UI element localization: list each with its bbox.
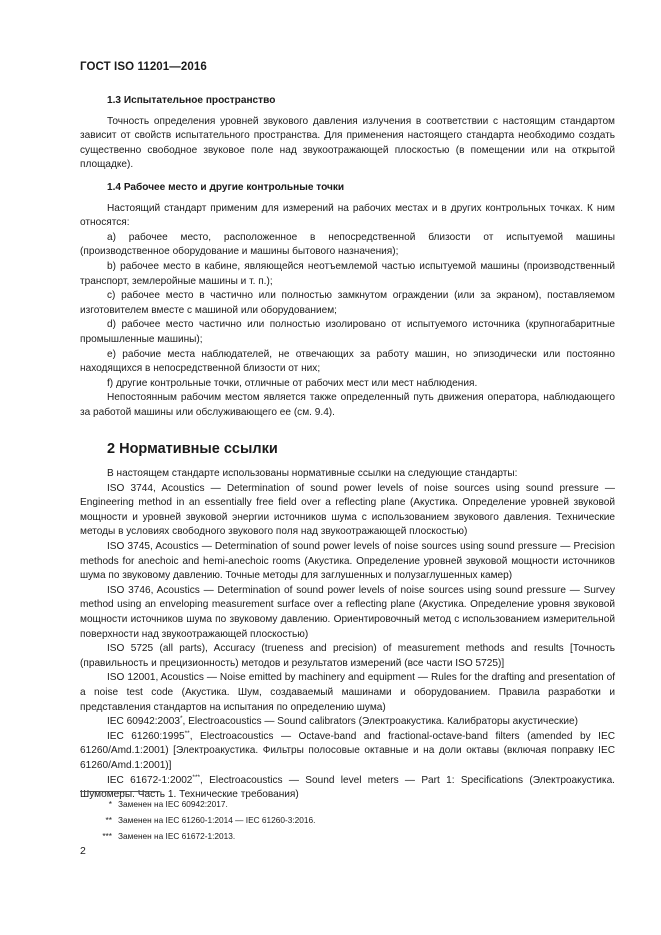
- list-item: c) рабочее место в частично или полностью замкнутом ограждении (или за экраном), поставляемом изготовителем вместе с машиной или оборудованием;: [80, 290, 615, 316]
- document-header: ГОСТ ISO 11201—2016: [80, 61, 207, 73]
- footnote: [80, 812, 615, 828]
- footnote-text: Заменен на IEC 61260-1:2014 — IEC 61260-3:2016.: [118, 815, 316, 825]
- footnote-mark: **: [105, 815, 112, 825]
- list-item: f) другие контрольные точки, отличные от рабочих мест или мест наблюдения.: [107, 377, 478, 389]
- section-2-intro: В настоящем стандарте использованы нормативные ссылки на следующие стандарты:: [107, 468, 518, 480]
- footnote-mark: ***: [102, 831, 112, 841]
- footnote: [80, 828, 615, 844]
- section-1-4-closing: Непостоянным рабочим местом является также определенный путь движения оператора, наблюдающего за работой машины или обслуживающего ее (см. 9.4).: [80, 392, 615, 418]
- footnote-marker: **: [184, 729, 190, 737]
- page-body: [80, 94, 615, 803]
- reference-code: IEC 60942:2003: [107, 716, 180, 728]
- reference-item: ISO 3744, Acoustics — Determination of sound power levels of noise sources using sound pressure — Engineering method in an essentially free field over a reflecting plane (Акустика. Определение уровней звуковой мощности и уровней звуковой энергии источников шума с использованием звукового давления. Технические методы в условиях свободного звукового поля над звукоотражающей плоскостью): [80, 482, 615, 538]
- footnote-divider: [80, 791, 160, 792]
- reference-item: ISO 5725 (all parts), Accuracy (trueness and precision) of measurement methods and results [Точность (правильность и прецизионность) методов и результатов измерений (все части ISO 5725)]: [80, 643, 615, 669]
- footnote-text: Заменен на IEC 60942:2017.: [118, 799, 228, 809]
- list-item: a) рабочее место, расположенное в непосредственной близости от испытуемой машины (производственное оборудование и машины бытового назначения);: [80, 231, 615, 258]
- list-item: b) рабочее место в кабине, являющейся неотъемлемой частью испытуемой машины (производственный транспорт, землеройные машины и т. п.);: [80, 260, 615, 287]
- footnote-marker: *: [179, 715, 183, 723]
- footnote-marker: ***: [192, 773, 201, 781]
- footnote: [80, 796, 615, 812]
- section-1-4-heading: 1.4 Рабочее место и другие контрольные точки: [107, 181, 345, 193]
- reference-text: , Electroacoustics — Sound calibrators (Электроакустика. Калибраторы акустические): [182, 716, 579, 728]
- section-1-3-paragraph: Точность определения уровней звукового давления излучения в соответствии с настоящим стандартом зависит от свойств испытательного пространства. Для применения настоящего стандарта необходимо создать существенно свободное звуковое поле над звукоотражающей плоскостью (в помещении или на открытой площадке).: [80, 115, 615, 171]
- page-number: 2: [80, 845, 86, 857]
- reference-text: , Electroacoustics — Octave-band and fractional-octave-band filters (amended by IEC 61260/Amd.1:2001) [Электроакустика. Фильтры полосовые октавные и на доли октавы (включая поправку IEC 61260/Amd.1:2001)]: [80, 730, 615, 771]
- reference-item: ISO 12001, Acoustics — Noise emitted by machinery and equipment — Rules for the drafting and presentation of a noise test code (Акустика. Шум, создаваемый машинами и оборудованием. Правила разработки и представления стандартов на испытания по определению шума): [80, 672, 615, 713]
- reference-item: ISO 3746, Acoustics — Determination of sound power levels of noise sources using sound pressure — Survey method using an enveloping measurement surface over a reflecting plane (Акустика. Определение уровня звуковой мощности источников шума по звуковому давлению. Ориентировочный метод с использованием измерительной поверхности над звукоотражающей плоскостью): [80, 584, 615, 640]
- section-2-heading: 2 Нормативные ссылки: [107, 441, 278, 458]
- footnote-mark: *: [108, 799, 112, 809]
- section-1-4-intro: Настоящий стандарт применим для измерений на рабочих местах и в других контрольных точках. К ним относятся:: [80, 202, 615, 229]
- reference-code: IEC 61260:1995: [107, 730, 185, 742]
- reference-code: IEC 61672-1:2002: [107, 774, 193, 786]
- list-item: d) рабочее место частично или полностью изолировано от испытуемого источника (крупногабаритные промышленные машины);: [80, 319, 615, 345]
- footnote-text: Заменен на IEC 61672-1:2013.: [118, 831, 236, 841]
- reference-item: [80, 715, 615, 730]
- reference-item: [80, 730, 615, 774]
- reference-item: ISO 3745, Acoustics — Determination of sound power levels of noise sources using sound pressure — Precision methods for anechoic and hemi-anechoic rooms (Акустика. Определение уровней звуковой мощности источников шума по звуковому давлению. Точные методы для заглушенных и полузаглушенных камер): [80, 541, 615, 582]
- list-item: e) рабочие места наблюдателей, не отвечающих за работу машин, но эпизодически или постоянно находящихся в непосредственной близости от них;: [80, 348, 615, 375]
- section-1-3-heading: 1.3 Испытательное пространство: [107, 95, 276, 106]
- footnotes: [80, 796, 615, 844]
- reference-text: , Electroacoustics — Sound level meters — Part 1: Specifications (Электроакустика. Шумомеры. Часть 1. Технические требования): [80, 774, 615, 801]
